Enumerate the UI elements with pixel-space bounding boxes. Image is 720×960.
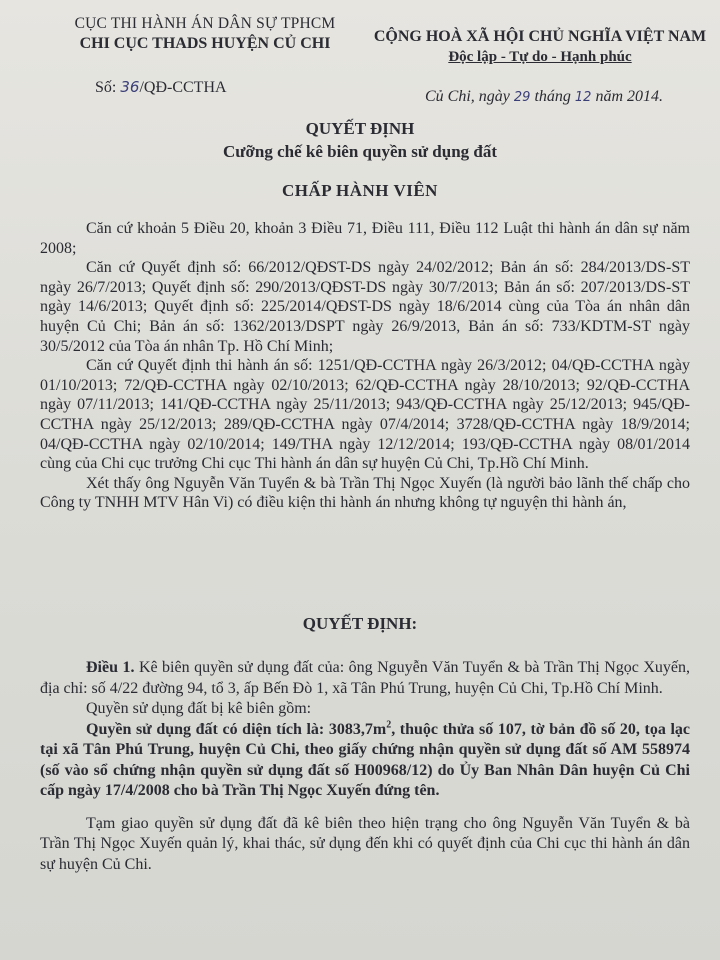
doc-subject: Cưỡng chế kê biên quyền sử dụng đất [222, 142, 498, 161]
date-day: 29 [513, 90, 531, 105]
agency-line2: CHI CỤC THADS HUYỆN CỦ CHI [79, 35, 331, 52]
date-month: 12 [574, 90, 592, 105]
article-1 [40, 658, 690, 699]
land-intro: Quyền sử dụng đất bị kê biên gồm: [86, 700, 312, 717]
number-suffix: /QĐ-CCTHA [139, 79, 227, 96]
preamble-court-rulings: Căn cứ Quyết định số: 66/2012/QĐST-DS ngày 24/02/2012; Bản án số: 284/2013/DS-ST ngày 26/7/2013; Quyết định số: 290/2013/QĐST-DS ngày 30/7/2013; Bản án số: 207/2013/DS-ST ngày 14/6/2013; Quyết định số: 225/2014/QĐST-DS ngày 18/6/2014 cùng của Tòa án nhân dân huyện Củ Chi; Bản án số: 1362/2013/DSPT ngày 26/9/2013, Bản án số: 733/KDTM-ST ngày 30/5/2012 của Tòa án nhân Tp. Hồ Chí Minh; [40, 259, 690, 355]
authority-title: CHẤP HÀNH VIÊN [282, 181, 438, 200]
doc-type-title: QUYẾT ĐỊNH [305, 119, 415, 138]
agency-line1: CỤC THI HÀNH ÁN DÂN SỰ TPHCM [74, 15, 336, 32]
preamble [40, 219, 690, 513]
document-date [425, 88, 663, 106]
issuing-agency [30, 14, 380, 54]
country-name: CỘNG HOÀ XÃ HỘI CHỦ NGHĨA VIỆT NAM [373, 28, 707, 45]
document-number [95, 78, 227, 97]
date-month-label: tháng [534, 88, 571, 105]
national-header [360, 26, 720, 68]
decision-heading: QUYẾT ĐỊNH: [302, 614, 418, 633]
land-area-sup: 2 [386, 719, 392, 731]
preamble-finding: Xét thấy ông Nguyễn Văn Tuyển & bà Trần Thị Ngọc Xuyến (là người bảo lãnh thế chấp cho Công ty TNHH MTV Hân Vi) có điều kiện thi hành án nhưng không tự nguyện thi hành án, [40, 474, 690, 512]
date-prefix: Củ Chi, ngày [425, 88, 510, 105]
land-description [40, 720, 690, 802]
handover-clause: Tạm giao quyền sử dụng đất đã kê biên theo hiện trạng cho ông Nguyễn Văn Tuyển & bà Trần Thị Ngọc Xuyến quản lý, khai thác, sử dụng đến khi có quyết định của Chi cục thi hành án dân sự huyện Củ Chi. [40, 814, 690, 873]
land-area-prefix: Quyền sử dụng đất có diện tích là: 3083,7m [86, 720, 387, 738]
number-label: Số: [95, 79, 117, 96]
land-area-rest: , thuộc thửa số 107, tờ bản đồ số 20, tọa lạc tại xã Tân Phú Trung, huyện Củ Chi, theo giấy chứng nhận quyền sử dụng đất số AM 558974 (số vào sổ chứng nhận quyền sử dụng đất số H00968/12) do Ủy Ban Nhân Dân huyện Củ Chi cấp ngày 17/4/2008 cho bà Trần Thị Ngọc Xuyến đứng tên. [40, 720, 691, 799]
national-motto: Độc lập - Tự do - Hạnh phúc [448, 49, 632, 65]
date-year: năm 2014. [595, 88, 663, 105]
article-1-label: Điều 1. [86, 659, 135, 676]
preamble-law-basis: Căn cứ khoản 5 Điều 20, khoản 3 Điều 71, Điều 111, Điều 112 Luật thi hành án dân sự năm 2008; [40, 220, 690, 257]
decision-body [40, 658, 690, 875]
preamble-enforcement-decisions: Căn cứ Quyết định thi hành án số: 1251/QĐ-CCTHA ngày 26/3/2012; 04/QĐ-CCTHA ngày 01/10/2013; 72/QĐ-CCTHA ngày 02/10/2013; 62/QĐ-CCTHA ngày 28/10/2013; 92/QĐ-CCTHA ngày 07/11/2013; 141/QĐ-CCTHA ngày 25/11/2013; 943/QĐ-CCTHA ngày 25/12/2013; 945/QĐ-CCTHA ngày 25/12/2013; 289/QĐ-CCTHA ngày 07/4/2014; 3728/QĐ-CCTHA ngày 18/9/2014; 04/QĐ-CCTHA ngày 02/10/2014; 149/THA ngày 12/12/2014; 193/QĐ-CCTHA ngày 08/01/2014 cùng của Chi cục trưởng Chi cục Thi hành án dân sự huyện Củ Chi, Tp.Hồ Chí Minh. [40, 357, 690, 473]
number-handwritten: 36 [120, 78, 140, 96]
article-1-text: Kê biên quyền sử dụng đất của: ông Nguyễn Văn Tuyển & bà Trần Thị Ngọc Xuyến, địa chỉ: số 4/22 đường 94, tổ 3, ấp Bến Đò 1, xã Tân Phú Trung, huyện Củ Chi, Tp.Hồ Chí Minh. [40, 659, 690, 697]
